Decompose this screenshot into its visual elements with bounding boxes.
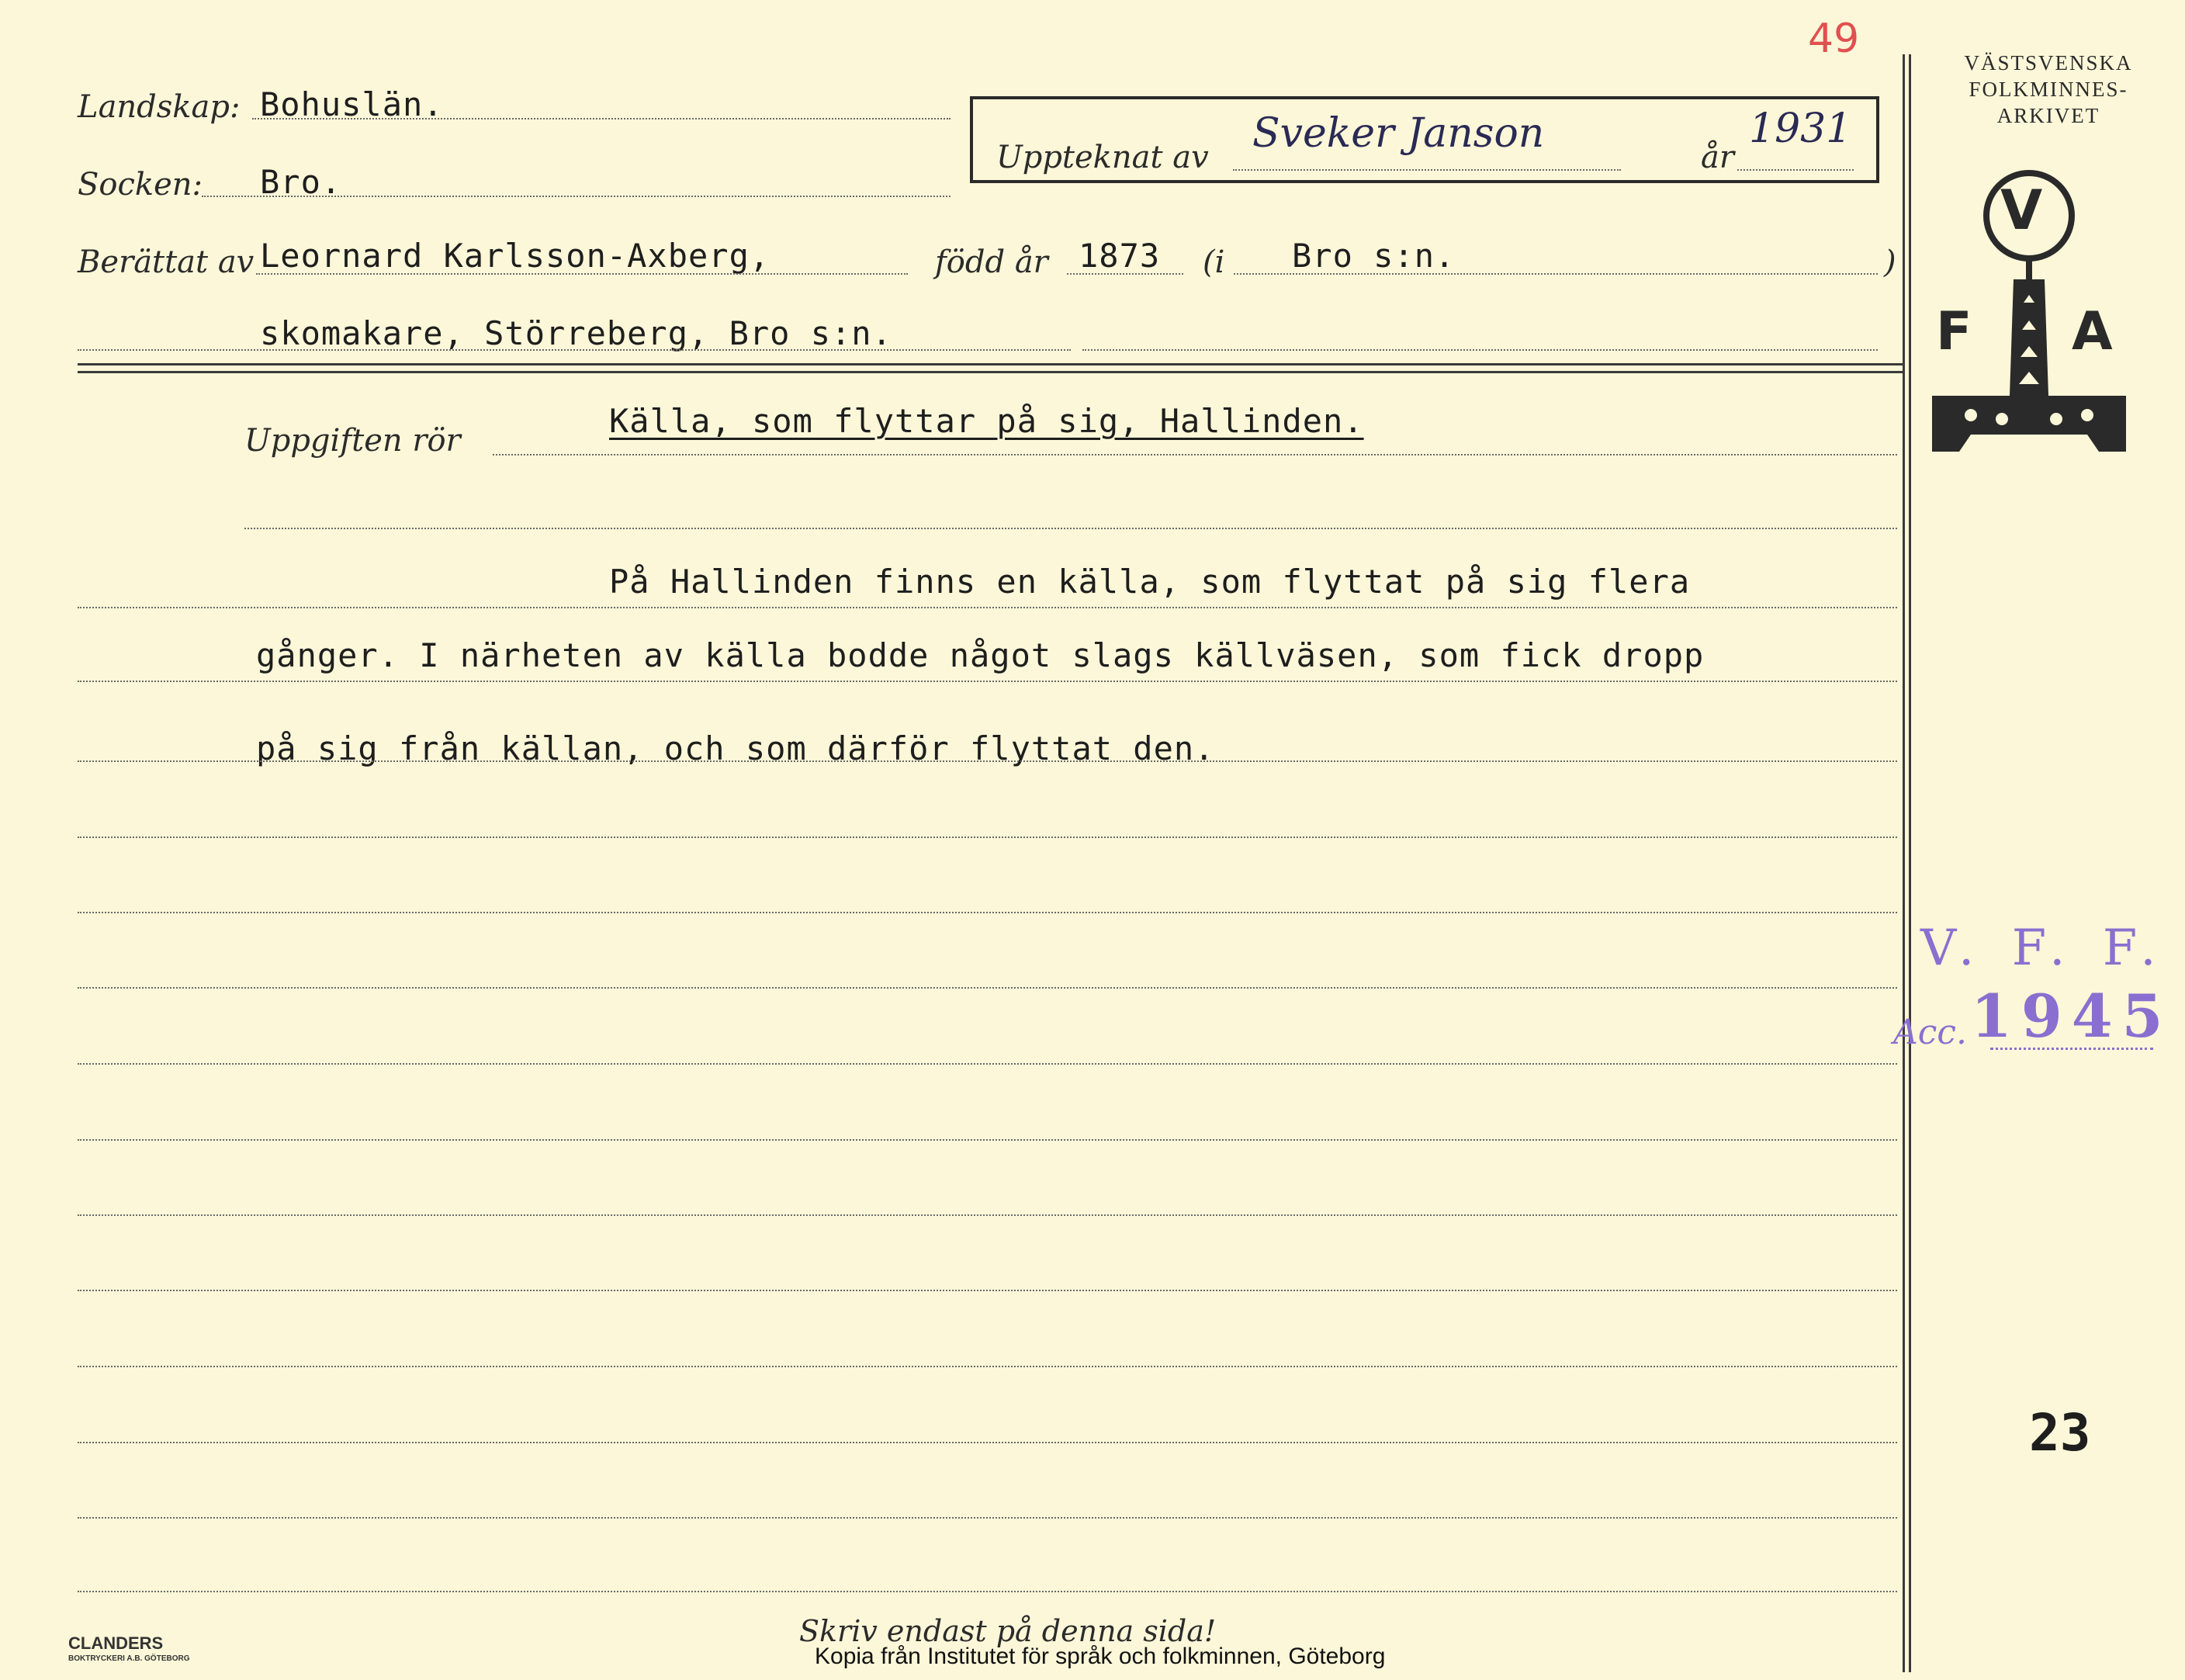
instruction-text: Skriv endast på denna sida! <box>799 1614 1217 1648</box>
recorder-label: Uppteknat av <box>996 140 1209 175</box>
occupation-line-2 <box>1082 349 1878 351</box>
margin-rule-right <box>1909 54 1911 1672</box>
born-year: 1873 <box>1079 237 1161 275</box>
body-line-3: på sig från källan, och som därför flyttat den. <box>256 729 1215 767</box>
socken-value: Bro. <box>260 163 342 201</box>
year-label: år <box>1701 140 1734 175</box>
ruled-line <box>78 1517 1897 1519</box>
printer-mark: CLANDERS <box>68 1633 164 1653</box>
archive-name <box>1917 50 2180 129</box>
acc-label: Acc. <box>1893 1013 1968 1052</box>
logo-v: V <box>2000 178 2043 242</box>
narrator-line <box>256 273 908 275</box>
acc-number: 1945 <box>1971 982 2173 1051</box>
margin-rule-left <box>1903 54 1905 1672</box>
ruled-line <box>78 837 1897 838</box>
landskap-label: Landskap: <box>78 89 241 125</box>
born-label: född år <box>935 244 1048 280</box>
landskap-line <box>252 118 951 120</box>
body-line-2: gånger. I närheten av källa bodde något slags källväsen, som fick dropp <box>256 636 1705 674</box>
born-place: Bro s:n. <box>1292 237 1456 275</box>
born-place-line <box>1234 273 1878 275</box>
archive-name-line-1: VÄSTSVENSKA <box>1964 51 2133 74</box>
ruled-line <box>78 912 1897 913</box>
ruled-line <box>78 1366 1897 1367</box>
subject-value: Källa, som flyttar på sig, Hallinden. <box>609 402 1364 440</box>
recorder-box <box>970 96 1879 183</box>
born-paren-open: (i <box>1203 244 1225 280</box>
header-rule-bottom <box>78 371 1905 373</box>
page-number: 23 <box>2029 1403 2091 1463</box>
born-paren-close: ) <box>1884 244 1896 280</box>
ruled-line <box>78 1290 1897 1291</box>
landskap-value: Bohuslän. <box>260 85 444 123</box>
ruled-line <box>78 760 1897 762</box>
recorder-name: Sveker Janson <box>1252 110 1545 157</box>
recorder-line <box>1233 169 1621 171</box>
ruled-line <box>78 681 1897 682</box>
archive-logo <box>1932 163 2126 466</box>
subject-line-2 <box>244 528 1897 529</box>
year-value: 1931 <box>1749 106 1852 152</box>
header-rule-top <box>78 363 1905 365</box>
printer-sub: BOKTRYCKERI A.B. GÖTEBORG <box>68 1654 190 1663</box>
archive-name-line-3: ARKIVET <box>1996 104 2100 127</box>
subject-label: Uppgiften rör <box>244 423 461 459</box>
logo-a: A <box>2072 301 2113 362</box>
ruled-line <box>78 987 1897 989</box>
vff-stamp: V. F. F. <box>1920 920 2167 977</box>
ruled-line <box>78 1214 1897 1216</box>
ruled-line <box>78 607 1897 608</box>
occupation-line-1 <box>78 349 1071 351</box>
ruled-line <box>78 1591 1897 1592</box>
occupation-value: skomakare, Störreberg, Bro s:n. <box>260 314 892 352</box>
born-year-line <box>1067 273 1183 275</box>
archive-name-line-2: FOLKMINNES- <box>1969 78 2128 101</box>
ruled-line <box>78 1442 1897 1443</box>
subject-line <box>493 454 1897 456</box>
narrator-value: Leornard Karlsson-Axberg, <box>260 237 770 275</box>
socken-label: Socken: <box>78 167 203 203</box>
ruled-line <box>78 1063 1897 1065</box>
corner-annotation: 49 <box>1808 16 1860 62</box>
ruled-line <box>78 1139 1897 1141</box>
acc-underline <box>1990 1048 2153 1050</box>
narrator-label: Berättat av <box>78 244 255 280</box>
logo-f: F <box>1936 301 1972 362</box>
body-line-1: På Hallinden finns en källa, som flyttat på sig flera <box>609 563 1691 601</box>
socken-line <box>202 196 951 197</box>
copy-notice: Kopia från Institutet för språk och folkminnen, Göteborg <box>815 1644 1386 1669</box>
year-line <box>1737 169 1854 171</box>
